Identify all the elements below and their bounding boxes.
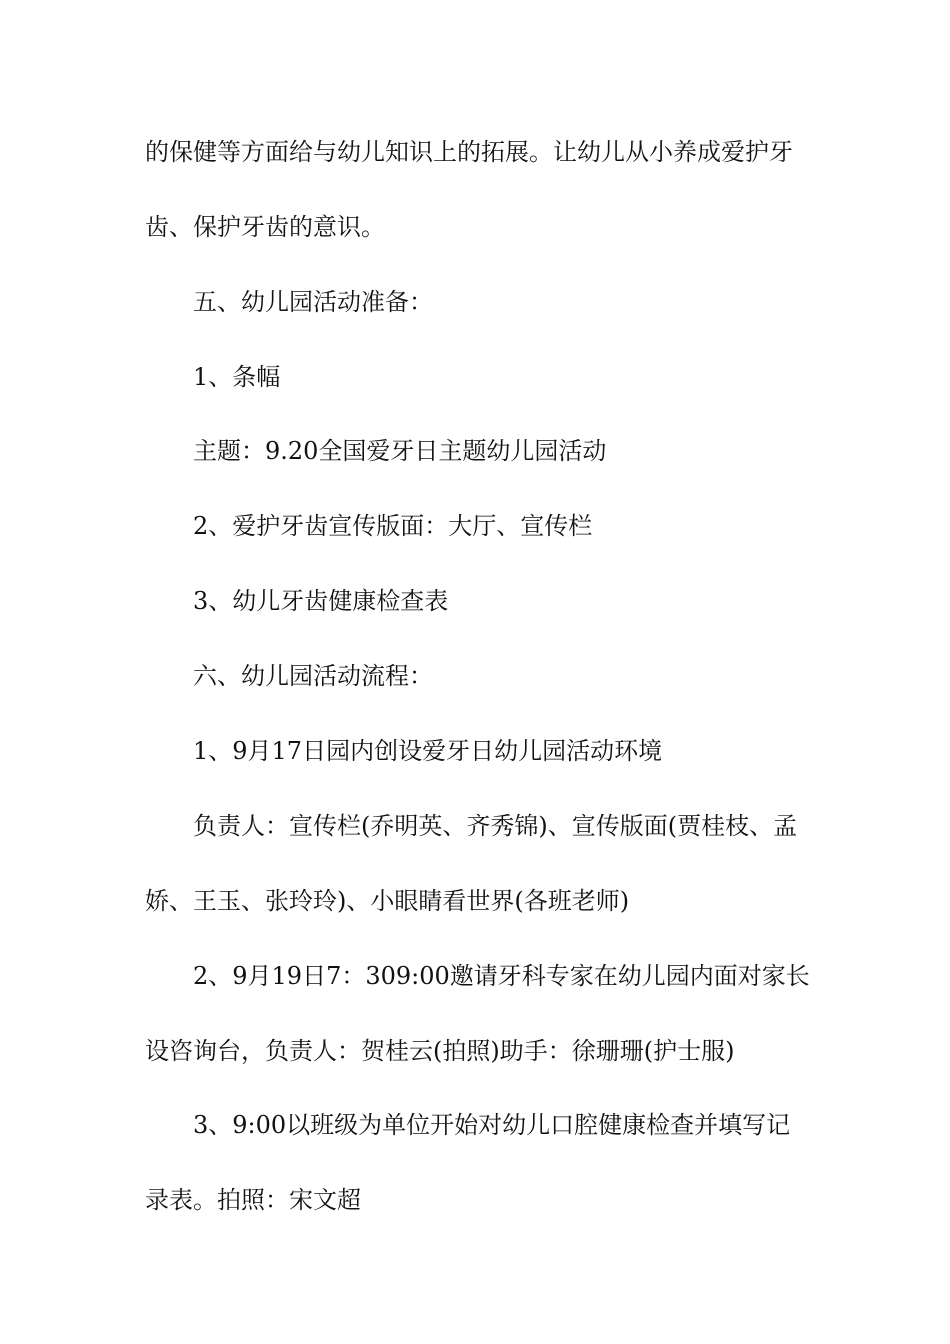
paragraph-line: 录表。拍照：宋文超 <box>145 1186 361 1214</box>
section-heading: 六、幼儿园活动流程： <box>193 662 433 690</box>
paragraph-line: 齿、保护牙齿的意识。 <box>145 213 385 241</box>
paragraph-line: 设咨询台，负责人：贺桂云(拍照)助手：徐珊珊(护士服) <box>145 1037 735 1065</box>
paragraph-line: 娇、王玉、张玲玲)、小眼睛看世界(各班老师) <box>145 887 630 915</box>
paragraph-line: 主题：9.20全国爱牙日主题幼儿园活动 <box>193 437 607 465</box>
paragraph-line: 负责人：宣传栏(乔明英、齐秀锦)、宣传版面(贾桂枝、孟 <box>193 812 798 840</box>
list-item: 2、9月19日7：309:00邀请牙科专家在幼儿园内面对家长 <box>193 962 810 990</box>
list-item: 2、爱护牙齿宣传版面：大厅、宣传栏 <box>193 512 593 540</box>
paragraph-line: 的保健等方面给与幼儿知识上的拓展。让幼儿从小养成爱护牙 <box>145 138 793 166</box>
list-item: 1、条幅 <box>193 363 281 391</box>
list-item: 3、幼儿牙齿健康检查表 <box>193 587 449 615</box>
list-item: 1、9月17日园内创设爱牙日幼儿园活动环境 <box>193 737 663 765</box>
list-item: 3、9:00以班级为单位开始对幼儿口腔健康检查并填写记 <box>193 1111 791 1139</box>
section-heading: 五、幼儿园活动准备： <box>193 288 433 316</box>
